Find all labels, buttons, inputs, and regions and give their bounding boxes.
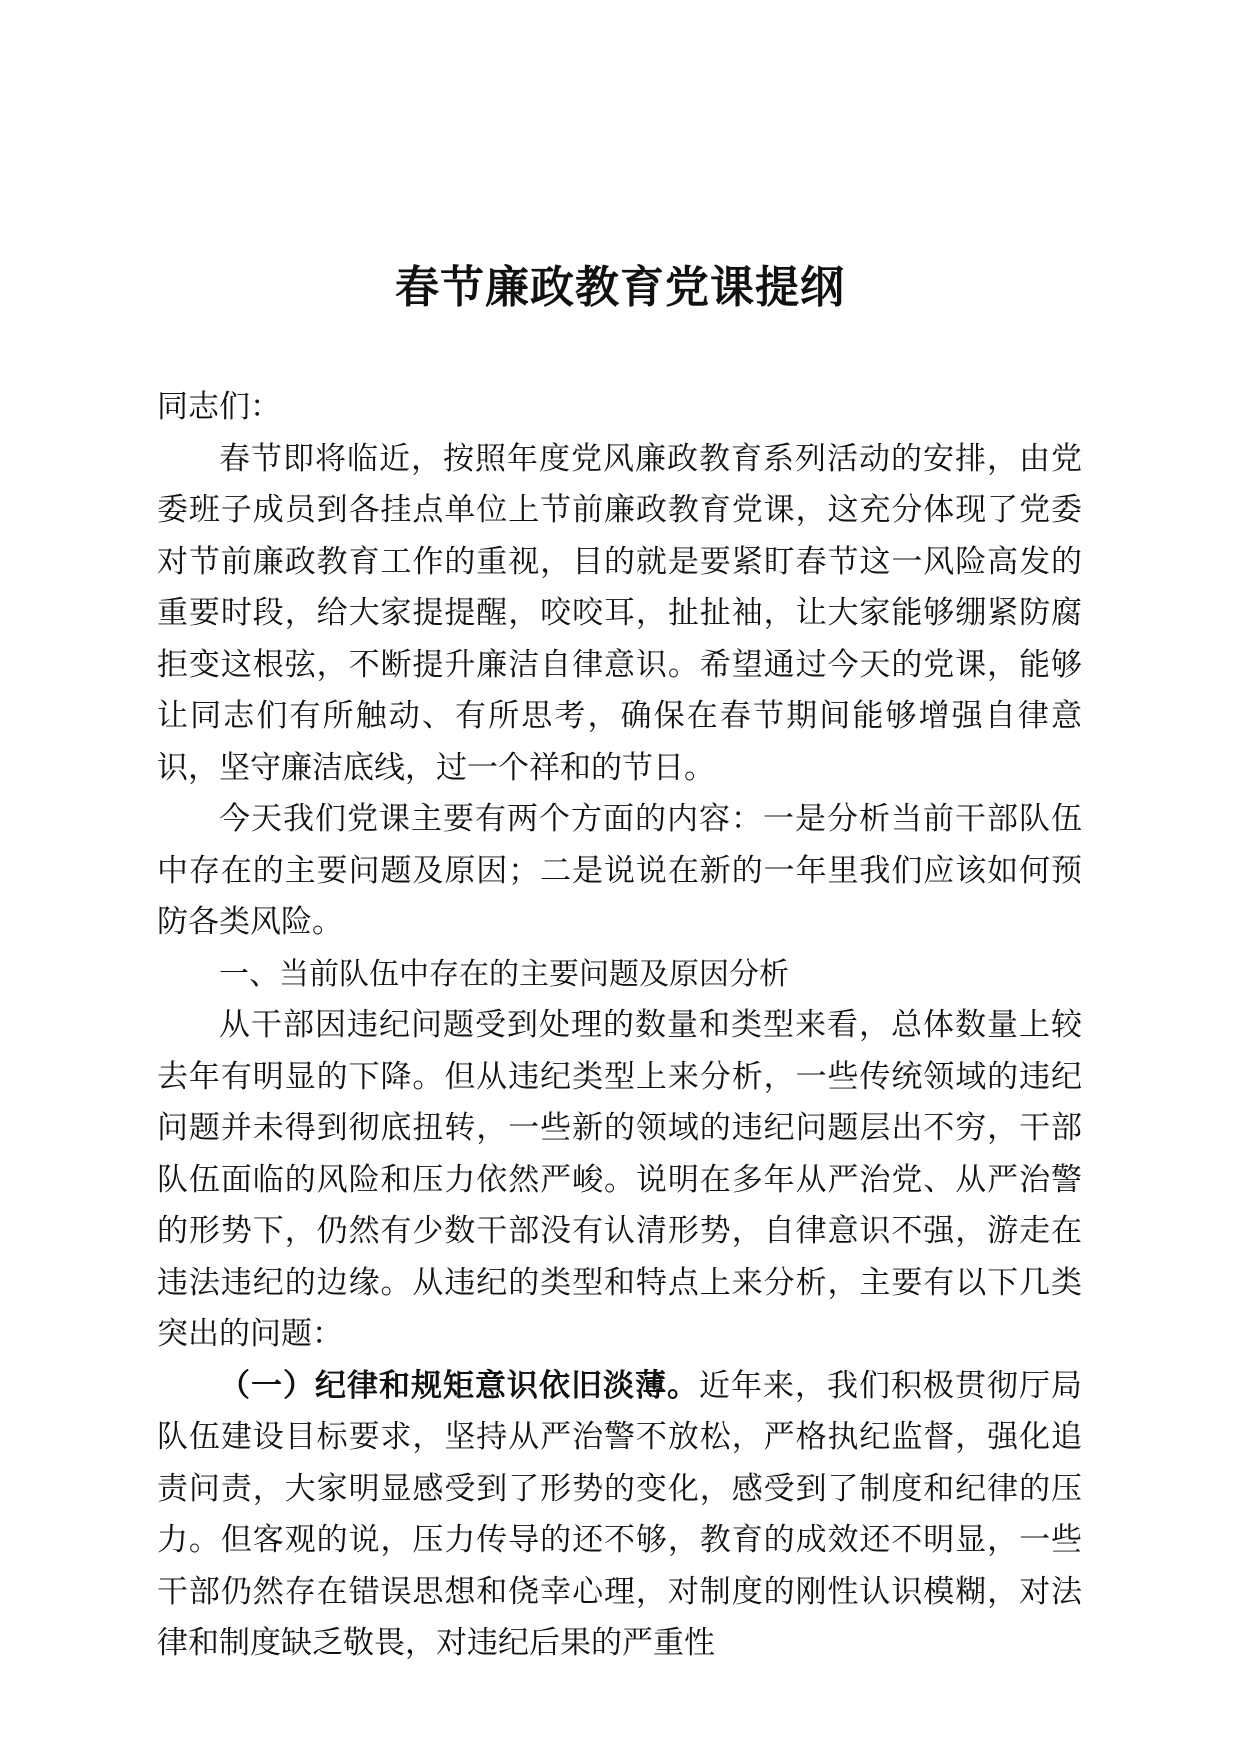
section-heading-1: 一、当前队伍中存在的主要问题及原因分析: [219, 956, 789, 992]
paragraph-overview: 今天我们党课主要有两个方面的内容：一是分析当前干部队伍中存在的主要问题及原因；二是说说在新的一年里我们应该如何预防各类风险。: [157, 801, 1082, 940]
document-body: [157, 382, 1082, 1670]
document-title: 春节廉政教育党课提纲: [395, 262, 845, 313]
paragraph-intro: 春节即将临近，按照年度党风廉政教育系列活动的安排，由党委班子成员到各挂点单位上节前廉政教育党课，这充分体现了党委对节前廉政教育工作的重视，目的就是要紧盯春节这一风险高发的重要时段，给大家提提醒，咬咬耳，扯扯袖，让大家能够绷紧防腐拒变这根弦，不断提升廉洁自律意识。希望通过今天的党课，能够让同志们有所触动、有所思考，确保在春节期间能够增强自律意识，坚守廉洁底线，过一个祥和的节日。: [157, 440, 1082, 786]
paragraph-discipline: [157, 1361, 1082, 1670]
salutation: 同志们：: [157, 389, 281, 425]
subheading-discipline: （一）纪律和规矩意识依旧淡薄。: [219, 1367, 699, 1404]
paragraph-analysis: 从干部因违纪问题受到处理的数量和类型来看，总体数量上较去年有明显的下降。但从违纪类型上来分析，一些传统领域的违纪问题并未得到彻底扭转，一些新的领域的违纪问题层出不穷，干部队伍面临的风险和压力依然严峻。说明在多年从严治党、从严治警的形势下，仍然有少数干部没有认清形势，自律意识不强，游走在违法违纪的边缘。从违纪的类型和特点上来分析，主要有以下几类突出的问题：: [157, 1007, 1082, 1352]
paragraph-discipline-text: 近年来，我们积极贯彻厅局队伍建设目标要求，坚持从严治警不放松，严格执纪监督，强化追责问责，大家明显感受到了形势的变化，感受到了制度和纪律的压力。但客观的说，压力传导的还不够，教育的成效还不明显，一些干部仍然存在错误思想和侥幸心理，对制度的刚性认识模糊，对法律和制度缺乏敬畏，对违纪后果的严重性: [157, 1367, 1082, 1661]
